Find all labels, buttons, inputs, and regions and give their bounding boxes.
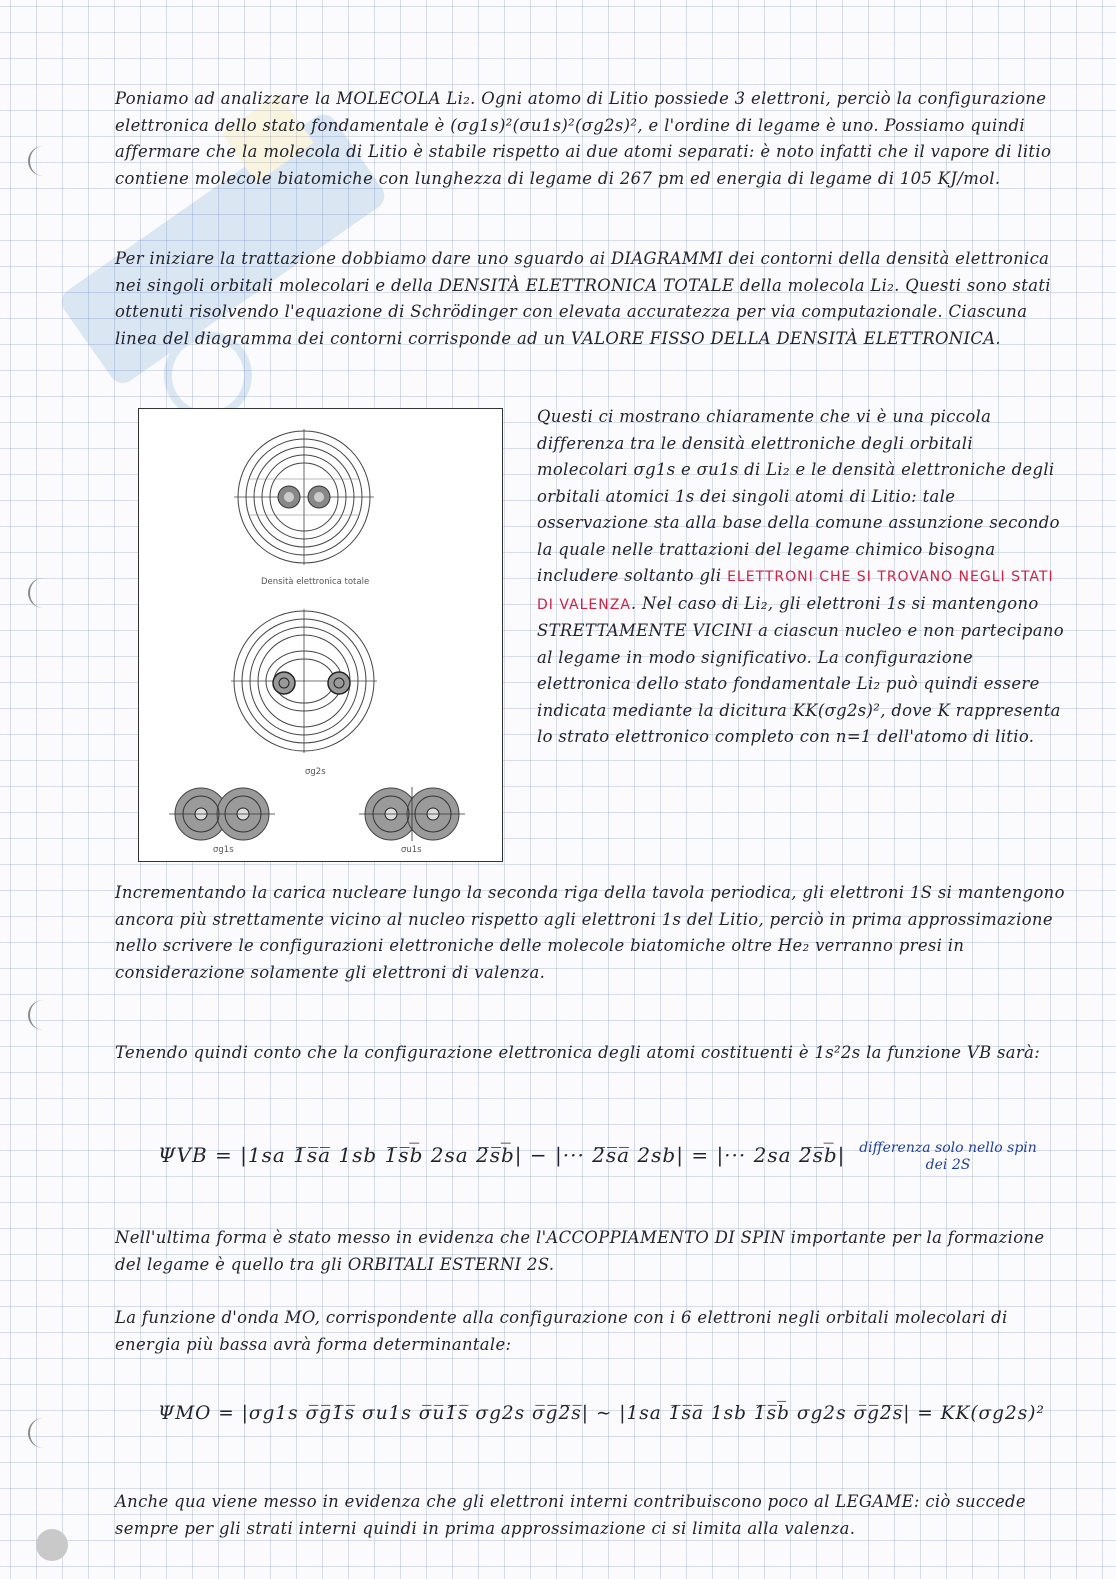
caption-sigma-u-1s: σu1s bbox=[401, 845, 422, 855]
valence-highlight: ELETTRONI CHE SI TROVANO NEGLI STATI DI VALENZA bbox=[537, 569, 1054, 613]
sigma-g-1s-contours bbox=[169, 788, 275, 840]
total-density-contours bbox=[234, 429, 374, 565]
caption-total-density: Densità elettronica totale bbox=[261, 577, 370, 587]
vb-wavefunction: ΨVB = |1sa 1̅s̅a̅ 1sb 1̅s̅b̅ 2sa 2̅s̅b̅| − |··· 2̅s̅a̅ 2sb| = |··· 2sa 2̅s̅b̅| bbox=[158, 1143, 846, 1167]
binder-hole-3 bbox=[28, 1000, 46, 1030]
paragraph-vb-intro: Tenendo quindi conto che la configurazione elettronica degli atomi costituenti è 1s²2s la funzione VB sarà: bbox=[115, 1043, 1041, 1062]
caption-sigma-g-1s: σg1s bbox=[213, 845, 234, 855]
mo-wavefunction: ΨMO = |σg1s σ̅g̅1̅s̅ σu1s σ̅u̅1̅s̅ σg2s σ̅g̅2̅s̅| ∼ |1sa 1̅s̅a̅ 1sb 1̅s̅b̅ σg2s σ̅g̅2̅s̅| = KK(σg2s)² bbox=[158, 1403, 1045, 1424]
sigma-g-2s-contours bbox=[231, 609, 377, 753]
paragraph-diagrams: Per iniziare la trattazione dobbiamo dare uno sguardo ai DIAGRAMMI dei contorni della densità elettronica nei singoli orbitali molecolari e della DENSITÀ ELETTRONICA TOTALE della molecola Li₂. Questi sono stati ottenuti risolvendo l'equazione di Schrödinger con elevata accuratezza per via computazionale. Ciascuna linea del diagramma dei contorni corrisponde ad un VALORE FISSO DELLA DENSITÀ ELETTRONICA. bbox=[115, 249, 1051, 348]
paragraph-conclusion: Anche qua viene messo in evidenza che gli elettroni interni contribuiscono poco al LEGAME: ciò succede sempre per gli strati interni quindi in prima approssimazione ci si limita alla valenza. bbox=[115, 1492, 1026, 1538]
observations-text-end: . Nel caso di Li₂, gli elettroni 1s si mantengono STRETTAMENTE VICINI a ciascun nucleo e non partecipano al legame in modo significativo. La configurazione elettronica dello stato fondamentale Li₂ può quindi essere indicata mediante la dicitura KK(σg2s)², dove K rappresenta lo strato elettronico completo con n=1 dell'atomo di litio. bbox=[537, 593, 1065, 746]
paragraph-observations bbox=[537, 404, 1065, 751]
caption-sigma-g-2s: σg2s bbox=[305, 767, 326, 777]
corner-dot bbox=[36, 1529, 68, 1561]
spin-note: differenza solo nello spin dei 2S bbox=[859, 1140, 1037, 1173]
paragraph-mo-intro: La funzione d'onda MO, corrispondente alla configurazione con i 6 elettroni negli orbitali molecolari di energia più bassa avrà forma determinantale: bbox=[115, 1308, 1008, 1354]
contour-diagrams bbox=[139, 409, 502, 861]
binder-hole-2 bbox=[28, 578, 46, 608]
contour-figure bbox=[138, 408, 503, 862]
binder-hole-4 bbox=[28, 1418, 46, 1448]
binder-hole-1 bbox=[28, 146, 46, 176]
sigma-u-1s-contours bbox=[359, 787, 465, 841]
paragraph-spin-coupling: Nell'ultima forma è stato messo in evidenza che l'ACCOPPIAMENTO DI SPIN importante per la formazione del legame è quello tra gli ORBITALI ESTERNI 2S. bbox=[115, 1228, 1045, 1274]
paragraph-intro: Poniamo ad analizzare la MOLECOLA Li₂. Ogni atomo di Litio possiede 3 elettroni, perciò la configurazione elettronica dello stato fondamentale è (σg1s)²(σu1s)²(σg2s)², e l'ordine di legame è uno. Possiamo quindi affermare che la molecola di Litio è stabile rispetto ai due atomi separati: è noto infatti che il vapore di litio contiene molecole biatomiche con lunghezza di legame di 267 pm ed energia di legame di 105 KJ/mol. bbox=[115, 89, 1052, 188]
paragraph-periodic: Incrementando la carica nucleare lungo la seconda riga della tavola periodica, gli elettroni 1S si mantengono ancora più strettamente vicino al nucleo rispetto agli elettroni 1s del Litio, perciò in prima approssimazione nello scrivere le configurazioni elettroniche delle molecole biatomiche oltre He₂ verranno presi in considerazione solamente gli elettroni di valenza. bbox=[115, 883, 1065, 982]
observations-text-start: Questi ci mostrano chiaramente che vi è una piccola differenza tra le densità elettroniche degli orbitali molecolari σg1s e σu1s di Li₂ e le densità elettroniche degli orbitali atomici 1s dei singoli atomi di Litio: tale osservazione sta alla base della comune assunzione secondo la quale nelle trattazioni del legame chimico bisogna includere soltanto gli bbox=[537, 407, 1060, 585]
